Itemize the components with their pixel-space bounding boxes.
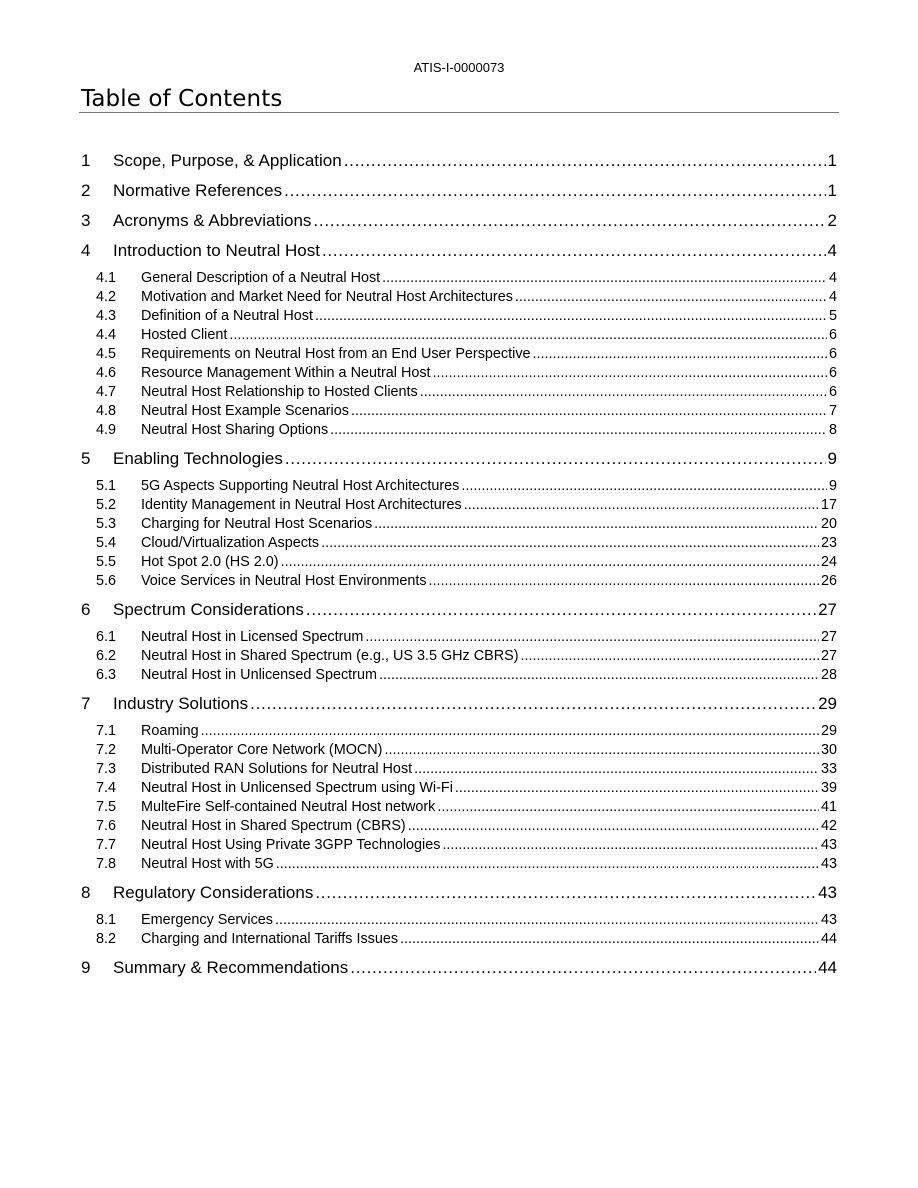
toc-subsection-7-2[interactable] [80, 741, 837, 760]
toc-dot-leader [306, 599, 816, 621]
toc-subsection-6-2[interactable] [80, 647, 837, 666]
toc-entry-page: 6 [828, 365, 837, 381]
toc-entry-title: Resource Management Within a Neutral Host [141, 365, 431, 381]
toc-entry-page: 17 [820, 497, 837, 513]
toc-entry-page: 43 [820, 837, 837, 853]
toc-entry-number: 7.8 [96, 856, 117, 872]
toc-dot-leader [351, 402, 827, 421]
toc-dot-leader [515, 288, 827, 307]
toc-spacer [80, 621, 837, 628]
toc-entry-title: Neutral Host in Shared Spectrum (e.g., US 3.5 GHz CBRS) [141, 648, 519, 664]
toc-section-4[interactable] [80, 240, 837, 262]
toc-dot-leader [284, 180, 825, 202]
toc-entry-number: 5.6 [96, 573, 117, 589]
toc-entry-page: 29 [818, 694, 837, 713]
toc-entry-title: Motivation and Market Need for Neutral Host Architectures [141, 289, 513, 305]
toc-spacer [80, 440, 837, 448]
toc-subsection-8-2[interactable] [80, 930, 837, 949]
toc-entry-page: 44 [820, 931, 837, 947]
toc-section-2[interactable] [80, 180, 837, 202]
toc-dot-leader [464, 496, 819, 515]
toc-entry-title: Hosted Client [141, 327, 228, 343]
toc-entry-title: Emergency Services [141, 912, 273, 928]
toc-entry-number: 8 [81, 883, 91, 902]
toc-section-7[interactable] [80, 693, 837, 715]
toc-entry-title: Summary & Recommendations [113, 958, 349, 977]
toc-entry-number: 7.5 [96, 799, 117, 815]
toc-subsection-5-1[interactable] [80, 477, 837, 496]
toc-entry-page: 42 [820, 818, 837, 834]
toc-dot-leader [521, 647, 819, 666]
toc-entry-number: 5.2 [96, 497, 117, 513]
toc-entry-number: 4.3 [96, 308, 117, 324]
toc-entry-number: 7.3 [96, 761, 117, 777]
toc-entry-page: 43 [818, 883, 837, 902]
toc-entry-number: 7.2 [96, 742, 117, 758]
toc-dot-leader [461, 477, 827, 496]
toc-dot-leader [533, 345, 827, 364]
toc-dot-leader [350, 957, 816, 979]
toc-dot-leader [420, 383, 827, 402]
toc-entry-page: 6 [828, 384, 837, 400]
toc-section-1[interactable] [80, 150, 837, 172]
toc-entry-page: 44 [818, 958, 837, 977]
toc-entry-page: 6 [828, 327, 837, 343]
toc-entry-title: Industry Solutions [113, 694, 249, 713]
toc-subsection-4-1[interactable] [80, 269, 837, 288]
toc-spacer [80, 591, 837, 599]
toc-entry-page: 1 [827, 181, 837, 200]
toc-entry-page: 4 [828, 270, 837, 286]
toc-entry-title: Voice Services in Neutral Host Environments [141, 573, 427, 589]
toc-dot-leader [285, 448, 826, 470]
toc-subsection-7-7[interactable] [80, 836, 837, 855]
toc-entry-title: Definition of a Neutral Host [141, 308, 313, 324]
toc-entry-page: 1 [827, 151, 837, 170]
toc-subsection-4-3[interactable] [80, 307, 837, 326]
toc-entry-title: Charging for Neutral Host Scenarios [141, 516, 373, 532]
toc-dot-leader [315, 307, 827, 326]
toc-entry-title: Neutral Host with 5G [141, 856, 274, 872]
toc-spacer [80, 715, 837, 722]
toc-entry-number: 5.3 [96, 516, 117, 532]
page-title: Table of Contents [81, 86, 283, 112]
toc-dot-leader [437, 798, 819, 817]
toc-entry-number: 8.1 [96, 912, 117, 928]
toc-spacer [80, 874, 837, 882]
toc-entry-number: 4.9 [96, 422, 117, 438]
toc-dot-leader [455, 779, 819, 798]
toc-dot-leader [442, 836, 819, 855]
toc-dot-leader [400, 930, 819, 949]
toc-entry-title: Charging and International Tariffs Issues [141, 931, 399, 947]
toc-spacer [80, 470, 837, 477]
toc-entry-page: 20 [820, 516, 837, 532]
toc-entry-number: 4.1 [96, 270, 117, 286]
toc-entry-number: 5.1 [96, 478, 117, 494]
toc-entry-page: 30 [820, 742, 837, 758]
toc-entry-page: 33 [820, 761, 837, 777]
toc-entry-title: Multi-Operator Core Network (MOCN) [141, 742, 383, 758]
toc-entry-number: 5 [81, 449, 91, 468]
toc-entry-title: Neutral Host Using Private 3GPP Technologies [141, 837, 441, 853]
toc-dot-leader [414, 760, 819, 779]
toc-spacer [80, 202, 837, 210]
toc-dot-leader [365, 628, 819, 647]
toc-spacer [80, 904, 837, 911]
toc-entry-title: Hot Spot 2.0 (HS 2.0) [141, 554, 279, 570]
toc-entry-number: 6.1 [96, 629, 117, 645]
toc-subsection-7-5[interactable] [80, 798, 837, 817]
toc-entry-title: General Description of a Neutral Host [141, 270, 381, 286]
toc-entry-title: 5G Aspects Supporting Neutral Host Architectures [141, 478, 460, 494]
toc-entry-title: MulteFire Self-contained Neutral Host network [141, 799, 436, 815]
toc-subsection-4-7[interactable] [80, 383, 837, 402]
toc-entry-title: Neutral Host in Unlicensed Spectrum using Wi-Fi [141, 780, 453, 796]
toc-subsection-7-8[interactable] [80, 855, 837, 874]
toc-section-8[interactable] [80, 882, 837, 904]
toc-subsection-4-6[interactable] [80, 364, 837, 383]
toc-entry-number: 4.6 [96, 365, 117, 381]
toc-subsection-5-6[interactable] [80, 572, 837, 591]
toc-entry-number: 4.4 [96, 327, 117, 343]
toc-dot-leader [275, 911, 819, 930]
toc-entry-title: Spectrum Considerations [113, 600, 304, 619]
toc-entry-page: 9 [827, 449, 837, 468]
toc-entry-number: 3 [81, 211, 91, 230]
toc-entry-title: Roaming [141, 723, 199, 739]
toc-entry-number: 4 [81, 241, 91, 260]
toc-entry-title: Neutral Host in Shared Spectrum (CBRS) [141, 818, 406, 834]
toc-entry-page: 43 [820, 912, 837, 928]
toc-entry-number: 4.2 [96, 289, 117, 305]
toc-entry-page: 4 [828, 289, 837, 305]
toc-entry-page: 7 [828, 403, 837, 419]
toc-entry-number: 5.5 [96, 554, 117, 570]
toc-entry-title: Neutral Host in Unlicensed Spectrum [141, 667, 377, 683]
toc-entry-number: 7 [81, 694, 91, 713]
heading-rule [79, 112, 839, 113]
toc-entry-page: 4 [827, 241, 837, 260]
toc-subsection-4-2[interactable] [80, 288, 837, 307]
toc-subsection-4-5[interactable] [80, 345, 837, 364]
toc-entry-number: 7.6 [96, 818, 117, 834]
toc-entry-title: Introduction to Neutral Host [113, 241, 320, 260]
toc-entry-title: Scope, Purpose, & Application [113, 151, 342, 170]
toc-dot-leader [433, 364, 827, 383]
toc-subsection-5-3[interactable] [80, 515, 837, 534]
toc-dot-leader [382, 269, 827, 288]
toc-entry-title: Enabling Technologies [113, 449, 283, 468]
toc-dot-leader [313, 210, 825, 232]
toc-entry-page: 43 [820, 856, 837, 872]
toc-entry-page: 29 [820, 723, 837, 739]
toc-entry-title: Neutral Host Sharing Options [141, 422, 329, 438]
toc-section-6[interactable] [80, 599, 837, 621]
toc-dot-leader [374, 515, 819, 534]
toc-entry-number: 6 [81, 600, 91, 619]
toc-entry-page: 26 [820, 573, 837, 589]
toc-dot-leader [322, 240, 826, 262]
toc-section-3[interactable] [80, 210, 837, 232]
toc-entry-page: 27 [818, 600, 837, 619]
toc-dot-leader [315, 882, 816, 904]
toc-subsection-4-9[interactable] [80, 421, 837, 440]
toc-entry-page: 28 [820, 667, 837, 683]
toc-subsection-4-8[interactable] [80, 402, 837, 421]
toc-section-5[interactable] [80, 448, 837, 470]
toc-entry-number: 9 [81, 958, 91, 977]
toc-dot-leader [250, 693, 816, 715]
toc-entry-number: 8.2 [96, 931, 117, 947]
toc-entry-title: Neutral Host Relationship to Hosted Clients [141, 384, 418, 400]
toc-dot-leader [408, 817, 819, 836]
toc-subsection-5-4[interactable] [80, 534, 837, 553]
toc-entry-page: 41 [820, 799, 837, 815]
toc-entry-title: Neutral Host Example Scenarios [141, 403, 349, 419]
toc-entry-page: 27 [820, 648, 837, 664]
toc-dot-leader [330, 421, 827, 440]
toc-entry-title: Neutral Host in Licensed Spectrum [141, 629, 364, 645]
toc-entry-number: 7.4 [96, 780, 117, 796]
toc-subsection-5-2[interactable] [80, 496, 837, 515]
toc-entry-number: 6.3 [96, 667, 117, 683]
toc-entry-number: 1 [81, 151, 91, 170]
toc-entry-number: 7.7 [96, 837, 117, 853]
toc-entry-page: 24 [820, 554, 837, 570]
toc-entry-title: Regulatory Considerations [113, 883, 314, 902]
toc-dot-leader [429, 572, 819, 591]
toc-dot-leader [344, 150, 826, 172]
toc-entry-number: 4.5 [96, 346, 117, 362]
toc-dot-leader [281, 553, 819, 572]
toc-subsection-5-5[interactable] [80, 553, 837, 572]
toc-spacer [80, 232, 837, 240]
toc-entry-page: 6 [828, 346, 837, 362]
toc-dot-leader [229, 326, 827, 345]
toc-subsection-4-4[interactable] [80, 326, 837, 345]
toc-dot-leader [379, 666, 819, 685]
table-of-contents [80, 150, 837, 979]
toc-subsection-8-1[interactable] [80, 911, 837, 930]
toc-entry-page: 2 [827, 211, 837, 230]
toc-entry-number: 6.2 [96, 648, 117, 664]
toc-spacer [80, 172, 837, 180]
toc-entry-page: 5 [828, 308, 837, 324]
toc-subsection-7-6[interactable] [80, 817, 837, 836]
toc-subsection-7-1[interactable] [80, 722, 837, 741]
document-id: ATIS-I-0000073 [413, 60, 505, 75]
toc-dot-leader [321, 534, 819, 553]
toc-entry-title: Acronyms & Abbreviations [113, 211, 312, 230]
toc-entry-number: 7.1 [96, 723, 117, 739]
toc-section-9[interactable] [80, 957, 837, 979]
toc-entry-page: 23 [820, 535, 837, 551]
toc-dot-leader [384, 741, 819, 760]
toc-entry-page: 9 [828, 478, 837, 494]
toc-subsection-6-3[interactable] [80, 666, 837, 685]
toc-spacer [80, 685, 837, 693]
toc-entry-number: 4.8 [96, 403, 117, 419]
toc-spacer [80, 949, 837, 957]
toc-subsection-7-4[interactable] [80, 779, 837, 798]
toc-entry-page: 27 [820, 629, 837, 645]
toc-entry-number: 2 [81, 181, 91, 200]
toc-subsection-6-1[interactable] [80, 628, 837, 647]
toc-entry-title: Cloud/Virtualization Aspects [141, 535, 320, 551]
toc-dot-leader [276, 855, 819, 874]
toc-spacer [80, 262, 837, 269]
toc-entry-title: Requirements on Neutral Host from an End User Perspective [141, 346, 531, 362]
toc-entry-title: Normative References [113, 181, 283, 200]
toc-entry-number: 4.7 [96, 384, 117, 400]
toc-entry-page: 39 [820, 780, 837, 796]
toc-subsection-7-3[interactable] [80, 760, 837, 779]
toc-entry-title: Identity Management in Neutral Host Architectures [141, 497, 462, 513]
toc-dot-leader [201, 722, 819, 741]
toc-entry-number: 5.4 [96, 535, 117, 551]
toc-entry-page: 8 [828, 422, 837, 438]
toc-entry-title: Distributed RAN Solutions for Neutral Host [141, 761, 413, 777]
